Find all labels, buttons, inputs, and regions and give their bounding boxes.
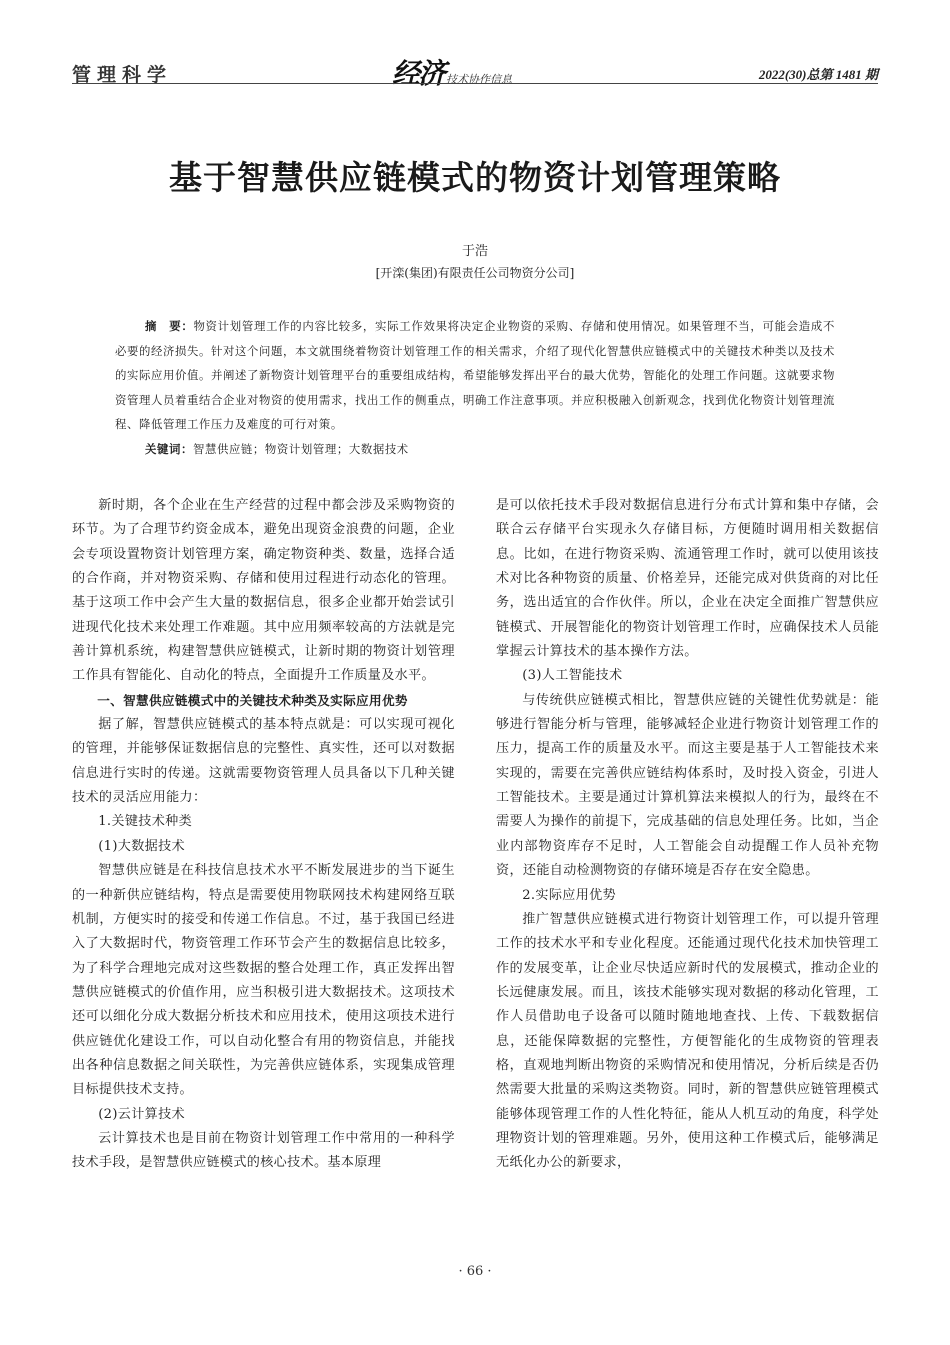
page-number: · 66 · xyxy=(458,1264,492,1279)
article-title: 基于智慧供应链模式的物资计划管理策略 xyxy=(169,158,781,197)
issue-number: 2022(30)总第 1481 期 xyxy=(758,67,878,82)
journal-subtitle: 技术协作信息 xyxy=(446,73,513,86)
author-affiliation: [开滦(集团)有限责任公司物资分公司] xyxy=(375,266,575,280)
subsection-heading: 2.实际应用优势 xyxy=(522,887,617,903)
author-name: 于浩 xyxy=(461,244,488,259)
abstract-label: 摘 要： xyxy=(145,319,194,333)
body-paragraph: 据了解，智慧供应链模式的基本特点就是：可以实现可视化的管理，并能够保证数据信息的完整性、真实性，还可以对数据信息进行实时的传递。这就需要物资管理人员具备以下几种关键技术的灵活应用能力： xyxy=(72,717,455,806)
body-column-right xyxy=(496,494,879,1176)
body-paragraph: 云计算技术也是目前在物资计划管理工作中常用的一种科学技术手段，是智慧供应链模式的核心技术。基本原理 xyxy=(72,1130,455,1171)
section-name: 管理科学 xyxy=(72,64,173,86)
body-paragraph: 推广智慧供应链模式进行物资计划管理工作，可以提升管理工作的技术水平和专业化程度。还能通过现代化技术加快管理工作的发展变革，让企业尽快适应新时代的发展模式，推动企业的长远健康发展。而且，该技术能够实现对数据的移动化管理，工作人员借助电子设备可以随时随地地查找、上传、下载数据信息，还能保障数据的完整性，方便智能化的生成物资的管理表格，直观地判断出物资的采购情况和使用情况，分析后续是否仍然需要大批量的采购这类物资。同时，新的智慧供应链管理模式能够体现管理工作的人性化特征，能从人机互动的角度，科学处理物资计划的管理难题。另外，使用这种工作模式后，能够满足无纸化办公的新要求， xyxy=(496,911,879,1171)
body-paragraph: 新时期，各个企业在生产经营的过程中都会涉及采购物资的环节。为了合理节约资金成本，避免出现资金浪费的问题，企业会专项设置物资计划管理方案，确定物资种类、数量，选择合适的合作商，并对物资采购、存储和使用过程进行动态化的管理。基于这项工作中会产生大量的数据信息，很多企业都开始尝试引进现代化技术来处理工作难题。其中应用频率较高的方法就是完善计算机系统，构建智慧供应链模式，让新时期的物资计划管理工作具有智能化、自动化的特点，全面提升工作质量及水平。 xyxy=(72,498,455,684)
subsection-heading: 1.关键技术种类 xyxy=(98,814,193,830)
subsection-heading: (3)人工智能技术 xyxy=(522,668,623,684)
body-paragraph: 是可以依托技术手段对数据信息进行分布式计算和集中存储，会联合云存储平台实现永久存储目标，方便随时调用相关数据信息。比如，在进行物资采购、流通管理工作时，就可以使用该技术对比各种物资的质量、价格差异，还能完成对供货商的对比任务，选出适宜的合作伙伴。所以，企业在决定全面推广智慧供应链模式、开展智能化的物资计划管理工作时，应确保技术人员能掌握云计算技术的基本操作方法。 xyxy=(496,498,879,660)
subsection-heading: (2)云计算技术 xyxy=(98,1106,186,1122)
keywords-text: 智慧供应链；物资计划管理；大数据技术 xyxy=(192,441,409,456)
header-rule xyxy=(72,83,878,84)
keywords-line xyxy=(115,437,835,462)
journal-logo xyxy=(392,52,512,92)
body-paragraph: 与传统供应链模式相比，智慧供应链的关键性优势就是：能够进行智能分析与管理，能够减轻企业进行物资计划管理工作的压力，提高工作的质量及水平。而这主要是基于人工智能技术来实现的，需要在完善供应链结构体系时，及时投入资金，引进人工智能技术。主要是通过计算机算法来模拟人的行为，最终在不需要人为操作的前提下，完成基础的信息处理任务。比如，当企业内部物资库存不足时，人工智能会自动提醒工作人员补充物资，还能自动检测物资的存储环境是否存在安全隐患。 xyxy=(496,692,879,879)
subsection-heading: (1)大数据技术 xyxy=(98,838,186,854)
body-paragraph: 智慧供应链是在科技信息技术水平不断发展进步的当下诞生的一种新供应链结构，特点是需要使用物联网技术构建网络互联机制，方便实时的接受和传递工作信息。不过，基于我国已经进入了大数据时代，物资管理工作环节会产生的数据信息比较多，为了科学合理地完成对这些数据的整合处理工作，真正发挥出智慧供应链模式的价值作用，应当积极引进大数据技术。这项技术还可以细化分成大数据分析技术和应用技术，使用这项技术进行供应链优化建设工作，可以自动化整合有用的物资信息，并能找出各种信息数据之间关联性，为完善供应链体系，实现集成管理目标提供技术支持。 xyxy=(72,863,455,1098)
section-heading: 一、智慧供应链模式中的关键技术种类及实际应用优势 xyxy=(97,692,408,708)
abstract-text: 物资计划管理工作的内容比较多，实际工作效果将决定企业物资的采购、存储和使用情况。如果管理不当，可能会造成不必要的经济损失。针对这个问题，本文就围绕着物资计划管理工作的相关需求，介绍了现代化智慧供应链模式中的关键技术种类以及技术的实际应用价值。并阐述了新物资计划管理平台的重要组成结构，希望能够发挥出平台的最大优势，智能化的处理工作问题。这就要求物资管理人员着重结合企业对物资的使用需求，找出工作的侧重点，明确工作注意事项。并应积极融入创新观念，找到优化物资计划管理流程、降低管理工作压力及难度的可行对策。 xyxy=(115,319,835,431)
body-column-left xyxy=(72,494,455,1176)
abstract-block xyxy=(115,314,835,461)
keywords-label: 关键词： xyxy=(145,441,193,456)
journal-logo-text: 经济 xyxy=(392,57,445,90)
abstract-paragraph xyxy=(115,314,835,437)
